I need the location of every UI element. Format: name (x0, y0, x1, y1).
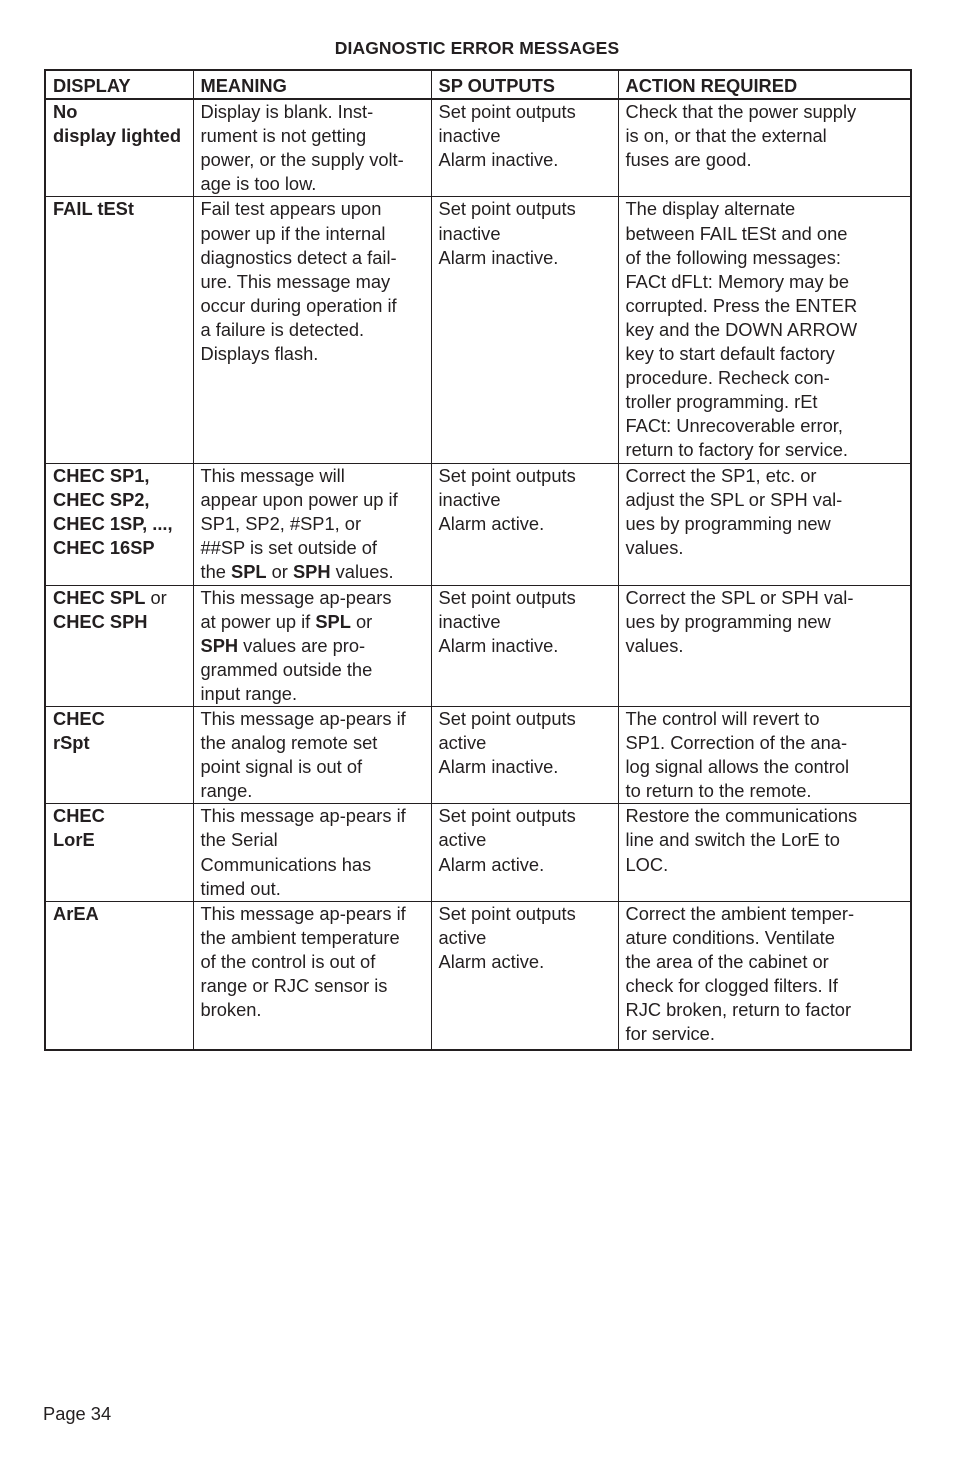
display-cell: CHEC rSpt (45, 706, 193, 803)
sp-outputs-cell: Set point outputs active Alarm inactive. (431, 706, 618, 803)
meaning-cell: This message ap-pears if the analog remote set point signal is out of range. (193, 706, 431, 803)
sp-outputs-cell: Set point outputs active Alarm active. (431, 901, 618, 1050)
table-row (45, 804, 911, 901)
sp-outputs-cell: Set point outputs active Alarm active. (431, 804, 618, 901)
action-required-cell: The control will revert to SP1. Correction of the ana- log signal allows the control to return to the remote. (618, 706, 911, 803)
sp-outputs-cell: Set point outputs inactive Alarm active. (431, 463, 618, 585)
column-header-meaning: MEANING (193, 70, 431, 99)
page-title: DIAGNOSTIC ERROR MESSAGES (334, 38, 620, 58)
table-row (45, 197, 911, 463)
table-row (45, 706, 911, 803)
column-header-display: DISPLAY (45, 70, 193, 99)
column-header-sp-outputs: SP OUTPUTS (431, 70, 618, 99)
display-cell: CHEC SPL or CHEC SPH (45, 585, 193, 706)
column-header-action-required: ACTION REQUIRED (618, 70, 911, 99)
sp-outputs-cell: Set point outputs inactive Alarm inactive. (431, 585, 618, 706)
table-row (45, 585, 911, 706)
diagnostic-error-table (44, 69, 912, 1051)
table-header-row (45, 70, 911, 99)
page-number: Page 34 (43, 1403, 112, 1424)
meaning-cell: This message ap-pears if the Serial Communications has timed out. (193, 804, 431, 901)
meaning-cell: This message will appear upon power up if SP1, SP2, #SP1, or ##SP is set outside of the SPL or SPH values. (193, 463, 431, 585)
meaning-cell: Fail test appears upon power up if the internal diagnostics detect a fail- ure. This message may occur during operation if a failure is detected. Displays flash. (193, 197, 431, 463)
display-cell: CHEC LorE (45, 804, 193, 901)
display-cell: CHEC SP1, CHEC SP2, CHEC 1SP, ..., CHEC 16SP (45, 463, 193, 585)
action-required-cell: Correct the SP1, etc. or adjust the SPL or SPH val- ues by programming new values. (618, 463, 911, 585)
action-required-cell: Restore the communications line and switch the LorE to LOC. (618, 804, 911, 901)
table-row (45, 99, 911, 197)
sp-outputs-cell: Set point outputs inactive Alarm inactive. (431, 99, 618, 197)
display-cell: FAIL tESt (45, 197, 193, 463)
table-row (45, 901, 911, 1050)
table-row (45, 463, 911, 585)
meaning-cell: Display is blank. Inst- rument is not getting power, or the supply volt- age is too low. (193, 99, 431, 197)
display-cell: ArEA (45, 901, 193, 1050)
display-cell: No display lighted (45, 99, 193, 197)
meaning-cell: This message ap-pears if the ambient temperature of the control is out of range or RJC sensor is broken. (193, 901, 431, 1050)
action-required-cell: The display alternate between FAIL tESt and one of the following messages: FACt dFLt: Memory may be corrupted. Press the ENTER key and the DOWN ARROW key to start default factory procedure. Recheck con- troller programming. rEt FACt: Unrecoverable error, return to factory for service. (618, 197, 911, 463)
meaning-cell: This message ap-pears at power up if SPL or SPH values are pro- grammed outside the input range. (193, 585, 431, 706)
action-required-cell: Check that the power supply is on, or that the external fuses are good. (618, 99, 911, 197)
action-required-cell: Correct the SPL or SPH val- ues by programming new values. (618, 585, 911, 706)
sp-outputs-cell: Set point outputs inactive Alarm inactive. (431, 197, 618, 463)
action-required-cell: Correct the ambient temper- ature conditions. Ventilate the area of the cabinet or check for clogged filters. If RJC broken, return to factor for service. (618, 901, 911, 1050)
